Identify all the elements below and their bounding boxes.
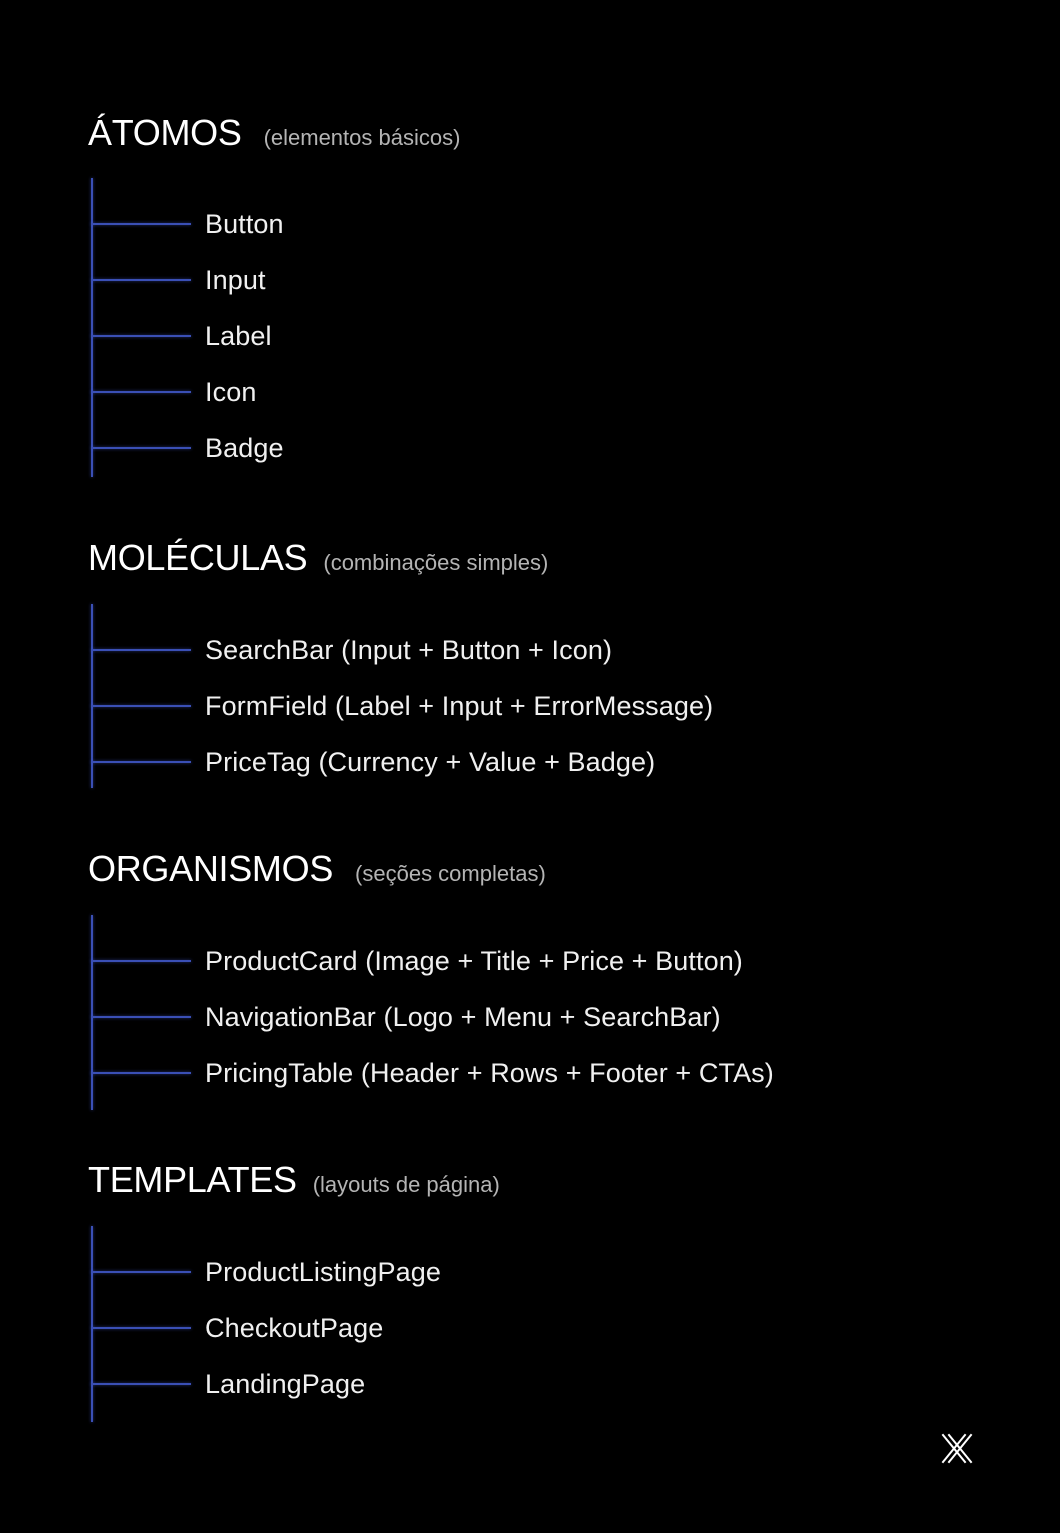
item-label: CheckoutPage	[205, 1312, 384, 1343]
tree-item	[91, 375, 256, 409]
item-label: Button	[205, 208, 284, 239]
branch-line	[91, 1383, 191, 1385]
x-logo-icon	[940, 1432, 974, 1466]
section-subtitle: (layouts de página)	[312, 1172, 500, 1197]
item-label: Badge	[205, 432, 284, 463]
section-header	[88, 537, 548, 581]
tree-item	[91, 1255, 441, 1289]
item-label: LandingPage	[205, 1368, 366, 1399]
item-label: ProductCard (Image + Title + Price + Button)	[205, 945, 743, 976]
tree-item	[91, 207, 284, 241]
item-label: Icon	[205, 376, 257, 407]
branch-line	[91, 447, 191, 449]
item-label: FormField (Label + Input + ErrorMessage)	[205, 690, 714, 721]
section-header	[88, 112, 460, 156]
tree-item	[91, 1311, 383, 1345]
branch-line	[91, 705, 191, 707]
item-label: PricingTable (Header + Rows + Footer + CTAs)	[205, 1057, 774, 1088]
item-label: ProductListingPage	[205, 1256, 441, 1287]
section-subtitle: (combinações simples)	[323, 550, 549, 575]
item-label: Label	[205, 320, 272, 351]
item-label: NavigationBar (Logo + Menu + SearchBar)	[205, 1001, 721, 1032]
branch-line	[91, 761, 191, 763]
tree-item	[91, 689, 713, 723]
tree-item	[91, 633, 612, 667]
section-header	[88, 1159, 500, 1203]
tree-item	[91, 745, 655, 779]
tree-item	[91, 319, 272, 353]
tree-item	[91, 1000, 721, 1034]
item-label: PriceTag (Currency + Value + Badge)	[205, 746, 656, 777]
branch-line	[91, 1072, 191, 1074]
section-title: MOLÉCULAS	[88, 537, 308, 578]
branch-line	[91, 223, 191, 225]
branch-line	[91, 335, 191, 337]
branch-line	[91, 391, 191, 393]
section-title: ÁTOMOS	[88, 112, 242, 153]
section-title: ORGANISMOS	[88, 848, 334, 889]
branch-line	[91, 649, 191, 651]
tree-item	[91, 431, 284, 465]
branch-line	[91, 1327, 191, 1329]
item-label: SearchBar (Input + Button + Icon)	[205, 634, 613, 665]
branch-line	[91, 279, 191, 281]
section-subtitle: (elementos básicos)	[263, 125, 461, 150]
branch-line	[91, 1271, 191, 1273]
tree-item	[91, 1056, 774, 1090]
branch-line	[91, 1016, 191, 1018]
section-subtitle: (seções completas)	[355, 861, 546, 886]
tree-item	[91, 263, 266, 297]
item-label: Input	[205, 264, 266, 295]
section-header	[88, 848, 546, 892]
branch-line	[91, 960, 191, 962]
tree-item	[91, 944, 743, 978]
section-title: TEMPLATES	[88, 1159, 297, 1200]
tree-item	[91, 1367, 365, 1401]
